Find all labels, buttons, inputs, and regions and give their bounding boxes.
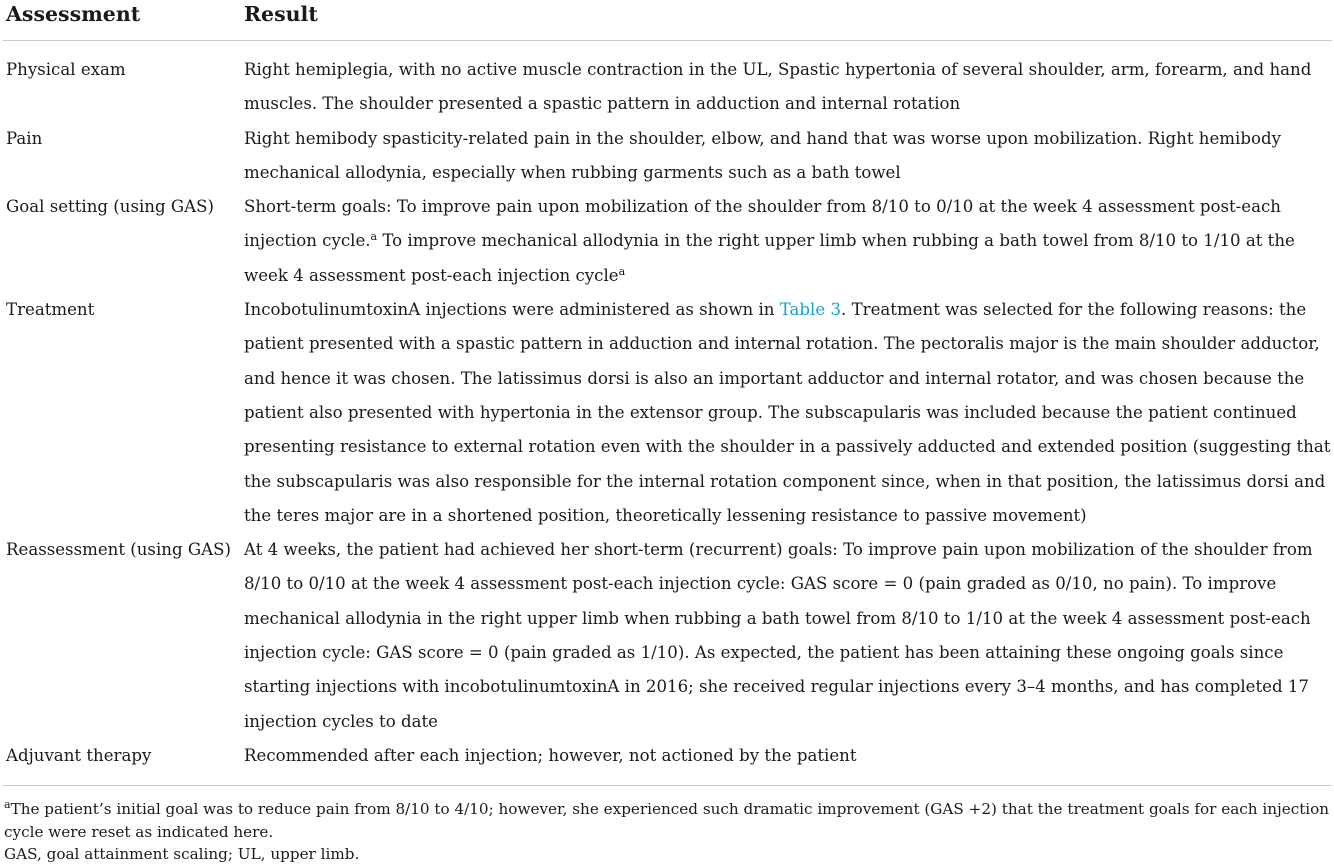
assessment-results-table <box>2 0 1332 785</box>
footnote-marker: a <box>618 264 626 278</box>
goal-text-a: Short-term goals: To improve pain upon mobilization of the shoulder from 8/10 to 0/10 at the week 4 assessment post-each injection cycle. <box>244 197 1281 251</box>
row-result: Right hemiplegia, with no active muscle contraction in the UL, Spastic hypertonia of several shoulder, arm, forearm, and hand muscles. The shoulder presented a spastic pattern in adduction and internal rotation <box>244 60 1312 114</box>
table-row <box>2 739 1332 785</box>
row-result: Recommended after each injection; however, not actioned by the patient <box>244 745 857 765</box>
row-label: Reassessment (using GAS) <box>6 540 231 560</box>
table-row <box>2 533 1332 739</box>
table-row <box>2 293 1332 533</box>
row-label: Adjuvant therapy <box>6 745 152 765</box>
row-label: Pain <box>6 128 43 148</box>
table-footnotes <box>0 786 1330 866</box>
header-result: Result <box>244 2 318 26</box>
footnote-a-text: The patient’s initial goal was to reduce pain from 8/10 to 4/10; however, she experienced such dramatic improvement (GAS +2) that the treatment goals for each injection cycle were reset as indicated here. <box>4 800 1330 841</box>
table-header-row <box>2 0 1332 41</box>
footnote-marker: a <box>4 798 11 812</box>
table-3-link[interactable]: Table 3 <box>779 300 842 320</box>
row-label: Treatment <box>6 300 95 320</box>
footnote-a <box>4 798 1330 843</box>
row-result <box>238 190 1332 293</box>
abbreviations-note: GAS, goal attainment scaling; UL, upper limb. <box>4 845 360 864</box>
footnote-marker: a <box>370 230 378 244</box>
row-result <box>238 293 1332 533</box>
row-label: Physical exam <box>6 60 126 79</box>
goal-text-b: To improve mechanical allodynia in the right upper limb when rubbing a bath towel from 8/10 to 1/10 at the week 4 assessment post-each injection cycle <box>244 231 1295 285</box>
row-result: At 4 weeks, the patient had achieved her short-term (recurrent) goals: To improve pain upon mobilization of the shoulder from 8/10 to 0/10 at the week 4 assessment post-each injection cycle: GAS score = 0 (pain graded as 0/10, no pain). To improve mechanical allodynia in the right upper limb when rubbing a bath towel from 8/10 to 1/10 at the week 4 assessment post-each injection cycle: GAS score = 0 (pain graded as 1/10). As expected, the patient has been attaining these ongoing goals since starting injections with incobotulinumtoxinA in 2016; she received regular injections every 3–4 months, and has completed 17 injection cycles to date <box>244 540 1313 731</box>
row-label: Goal setting (using GAS) <box>6 197 214 217</box>
table-row <box>2 190 1332 293</box>
table-row <box>2 122 1332 191</box>
row-result: Right hemibody spasticity-related pain in the shoulder, elbow, and hand that was worse upon mobilization. Right hemibody mechanical allodynia, especially when rubbing garments such as a bath towel <box>244 128 1281 182</box>
treatment-text-before: IncobotulinumtoxinA injections were administered as shown in <box>244 300 780 320</box>
treatment-text-after: . Treatment was selected for the following reasons: the patient presented with a spastic pattern in adduction and internal rotation. The pectoralis major is the main shoulder adductor, and hence it was chosen. The latissimus dorsi is also an important adductor and internal rotator, and was chosen because the patient also presented with hypertonia in the extensor group. The subscapularis was included because the patient continued presenting resistance to external rotation even with the shoulder in a passively adducted and extended position (suggesting that the subscapularis was also responsible for the internal rotation component since, when in that position, the latissimus dorsi and the teres major are in a shortened position, theoretically lessening resistance to passive movement) <box>244 300 1331 525</box>
header-assessment: Assessment <box>6 2 141 26</box>
table-row <box>2 41 1332 122</box>
